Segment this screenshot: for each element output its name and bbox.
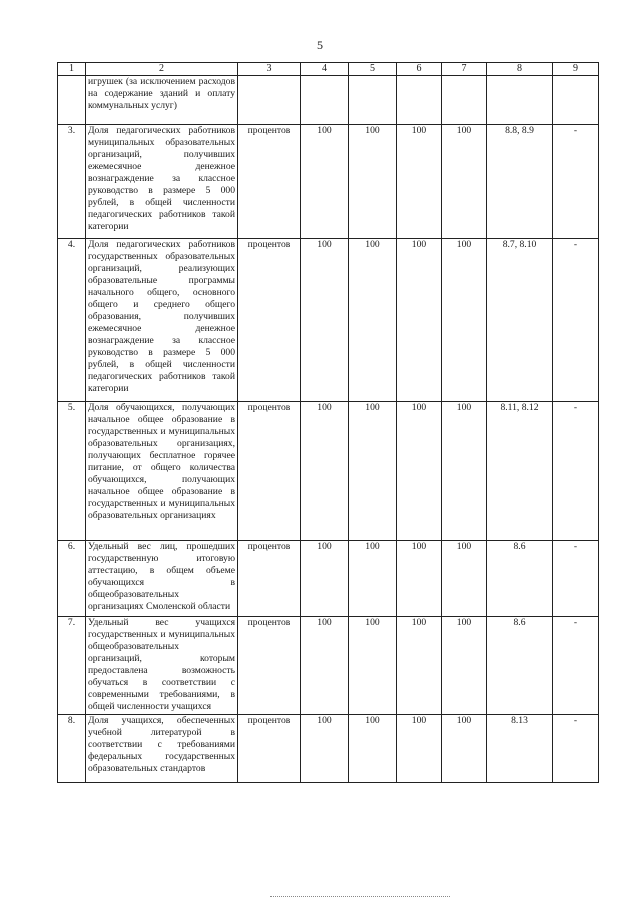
row-value: 100 — [349, 239, 397, 402]
row-reference: 8.6 — [487, 541, 553, 617]
row-note: - — [553, 541, 599, 617]
row-description: Удельный вес лиц, прошедших государственную итоговую аттестацию, в общем объеме обучающихся в общеобразовательных организациях Смоленской области — [86, 541, 238, 617]
row-note: - — [553, 617, 599, 715]
row-reference: 8.6 — [487, 617, 553, 715]
row-reference: 8.13 — [487, 715, 553, 783]
indicators-table — [57, 62, 599, 783]
table-row — [58, 715, 599, 783]
row-number: 6. — [58, 541, 86, 617]
row-value: 100 — [397, 715, 442, 783]
row-value: 100 — [397, 239, 442, 402]
table-header-row — [58, 63, 599, 76]
row-description: Доля педагогических работников муниципальных образовательных организаций, получивших ежемесячное денежное вознаграждение за классное руководство в размере 5 000 рублей, в общей численности педагогических работников такой категории — [86, 125, 238, 239]
table-row — [58, 239, 599, 402]
row-value: 100 — [397, 617, 442, 715]
column-header: 2 — [86, 63, 238, 76]
row-number: 3. — [58, 125, 86, 239]
row-note: - — [553, 402, 599, 541]
row-value: 100 — [397, 125, 442, 239]
row-unit: процентов — [238, 715, 301, 783]
row-value: 100 — [442, 541, 487, 617]
row-description: игрушек (за исключением расходов на содержание зданий и оплату коммунальных услуг) — [86, 76, 238, 125]
row-value: 100 — [301, 617, 349, 715]
column-header: 4 — [301, 63, 349, 76]
row-description: Доля педагогических работников государственных образовательных организаций, реализующих образовательные программы начального общего, основного общего и среднего общего образования, получивших ежемесячное денежное вознаграждение за классное руководство в размере 5 000 рублей, в общей численности педагогических работников такой категории — [86, 239, 238, 402]
row-note: - — [553, 715, 599, 783]
row-value — [397, 76, 442, 125]
row-reference: 8.7, 8.10 — [487, 239, 553, 402]
row-value: 100 — [442, 125, 487, 239]
row-unit — [238, 76, 301, 125]
row-value: 100 — [349, 402, 397, 541]
column-header: 6 — [397, 63, 442, 76]
row-number: 5. — [58, 402, 86, 541]
row-value: 100 — [301, 541, 349, 617]
row-value — [301, 76, 349, 125]
row-unit: процентов — [238, 125, 301, 239]
row-value: 100 — [301, 402, 349, 541]
row-value: 100 — [349, 617, 397, 715]
column-header: 5 — [349, 63, 397, 76]
column-header: 1 — [58, 63, 86, 76]
row-value: 100 — [349, 541, 397, 617]
row-value: 100 — [301, 125, 349, 239]
row-number: 8. — [58, 715, 86, 783]
row-unit: процентов — [238, 239, 301, 402]
table-row — [58, 402, 599, 541]
row-value: 100 — [442, 617, 487, 715]
row-unit: процентов — [238, 617, 301, 715]
row-unit: процентов — [238, 541, 301, 617]
row-number: 7. — [58, 617, 86, 715]
row-value: 100 — [442, 715, 487, 783]
table-row — [58, 125, 599, 239]
row-number: 4. — [58, 239, 86, 402]
table-row — [58, 541, 599, 617]
row-reference: 8.11, 8.12 — [487, 402, 553, 541]
row-value: 100 — [397, 541, 442, 617]
column-header: 9 — [553, 63, 599, 76]
row-description: Доля учащихся, обеспеченных учебной литературой в соответствии с требованиями федеральных государственных образовательных стандартов — [86, 715, 238, 783]
row-value: 100 — [349, 715, 397, 783]
row-note — [553, 76, 599, 125]
row-value: 100 — [442, 402, 487, 541]
row-note: - — [553, 125, 599, 239]
row-value: 100 — [349, 125, 397, 239]
row-value — [442, 76, 487, 125]
row-description: Удельный вес учащихся государственных и муниципальных общеобразовательных организаций, которым предоставлена возможность обучаться в соответствии с современными требованиями, в общей численности учащихся — [86, 617, 238, 715]
column-header: 8 — [487, 63, 553, 76]
row-number — [58, 76, 86, 125]
row-reference — [487, 76, 553, 125]
column-header: 3 — [238, 63, 301, 76]
page-number: 5 — [317, 38, 323, 52]
row-value: 100 — [442, 239, 487, 402]
row-value — [349, 76, 397, 125]
column-header: 7 — [442, 63, 487, 76]
row-reference: 8.8, 8.9 — [487, 125, 553, 239]
row-note: - — [553, 239, 599, 402]
row-value: 100 — [301, 715, 349, 783]
row-value: 100 — [397, 402, 442, 541]
table-row — [58, 617, 599, 715]
row-description: Доля обучающихся, получающих начальное общее образование в государственных и муниципальных образовательных организациях, получающих бесплатное горячее питание, от общего количества обучающихся, получающих начальное общее образование в государственных и муниципальных образовательных организациях — [86, 402, 238, 541]
scan-artifact — [270, 896, 450, 899]
row-value: 100 — [301, 239, 349, 402]
table-row — [58, 76, 599, 125]
row-unit: процентов — [238, 402, 301, 541]
